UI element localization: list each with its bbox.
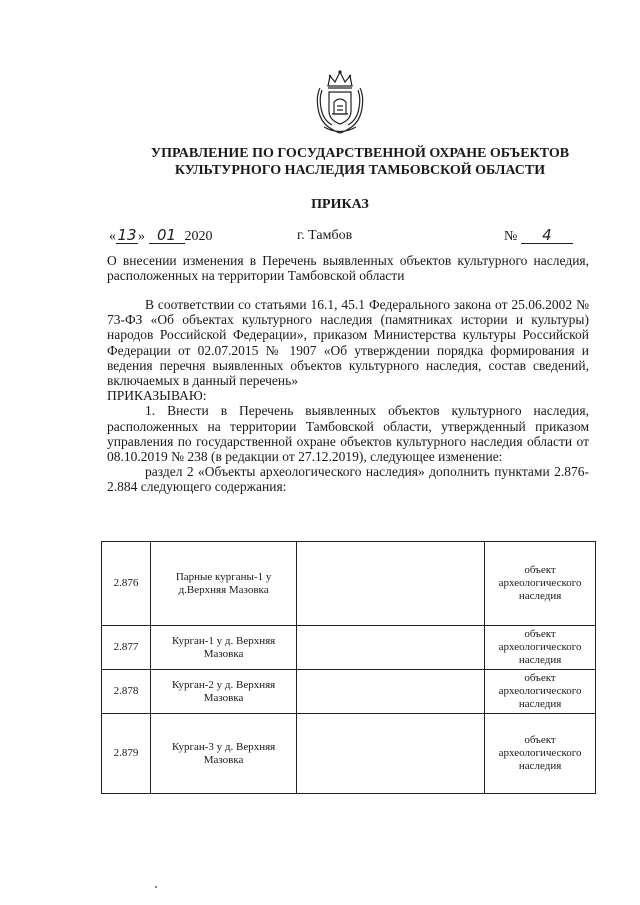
scan-speck: [155, 886, 157, 888]
object-name: Курган-2 у д. Верхняя Мазовка: [150, 670, 296, 714]
object-type: объект археологического наследия: [485, 670, 596, 714]
table-row: [102, 626, 596, 670]
table-row: [102, 714, 596, 794]
order-number: [504, 228, 573, 245]
organization-line-2: КУЛЬТУРНОГО НАСЛЕДИЯ ТАМБОВСКОЙ ОБЛАСТИ: [174, 163, 546, 178]
order-word: ПРИКАЗЫВАЮ:: [107, 388, 207, 404]
object-name: Курган-3 у д. Верхняя Мазовка: [150, 714, 296, 794]
object-type: объект археологического наследия: [485, 542, 596, 626]
document-type-title: ПРИКАЗ: [311, 197, 369, 212]
order-city: г. Тамбов: [297, 228, 353, 243]
object-blank-cell: [297, 670, 485, 714]
organization-line-1: УПРАВЛЕНИЕ ПО ГОСУДАРСТВЕННОЙ ОХРАНЕ ОБЪЕКТОВ: [150, 146, 570, 161]
order-number-label: №: [504, 229, 518, 244]
object-type: объект археологического наследия: [485, 714, 596, 794]
order-body: [107, 297, 589, 495]
object-name: Парные курганы-1 у д.Верхняя Мазовка: [150, 542, 296, 626]
row-number: 2.876: [102, 542, 151, 626]
coat-of-arms-emblem: [312, 66, 368, 136]
object-blank-cell: [297, 542, 485, 626]
item-1-paragraph: 1. Внести в Перечень выявленных объектов культурного наследия, расположенных на территории Тамбовской области, утвержденный приказом управления по государственной охране объектов культурного наследия области от 08.10.2019 № 238 (в редакции от 27.12.2019), следующее изменение:: [107, 403, 589, 465]
organization-name: [100, 145, 620, 179]
row-number: 2.877: [102, 626, 151, 670]
object-blank-cell: [297, 714, 485, 794]
order-date: [109, 228, 213, 245]
object-name: Курган-1 у д. Верхняя Мазовка: [150, 626, 296, 670]
date-day: 13: [117, 226, 137, 244]
row-number: 2.878: [102, 670, 151, 714]
row-number: 2.879: [102, 714, 151, 794]
objects-table: [101, 541, 596, 794]
date-year: 2020: [184, 229, 213, 244]
date-quote-close: »: [138, 229, 145, 244]
object-blank-cell: [297, 626, 485, 670]
table-row: [102, 670, 596, 714]
date-quote-open: «: [109, 229, 116, 244]
order-subject: О внесении изменения в Перечень выявленных объектов культурного наследия, расположенных на территории Тамбовской области: [107, 253, 589, 283]
object-type: объект археологического наследия: [485, 626, 596, 670]
preamble-paragraph: В соответствии со статьями 16.1, 45.1 Федерального закона от 25.06.2002 № 73-ФЗ «Об объектах культурного наследия (памятниках истории и культуры) народов Российской Федерации», приказом Министерства культуры Российской Федерации от 02.07.2015 № 1907 «Об утверждении порядка формирования и ведения перечня выявленных объектов культурного наследия, состав сведений, включаемых в данный перечень»: [107, 297, 589, 389]
order-number-value: 4: [521, 228, 573, 244]
date-month: 01: [149, 228, 185, 244]
table-row: [102, 542, 596, 626]
section-note-paragraph: раздел 2 «Объекты археологического наследия» дополнить пунктами 2.876-2.884 следующего содержания:: [107, 464, 589, 495]
